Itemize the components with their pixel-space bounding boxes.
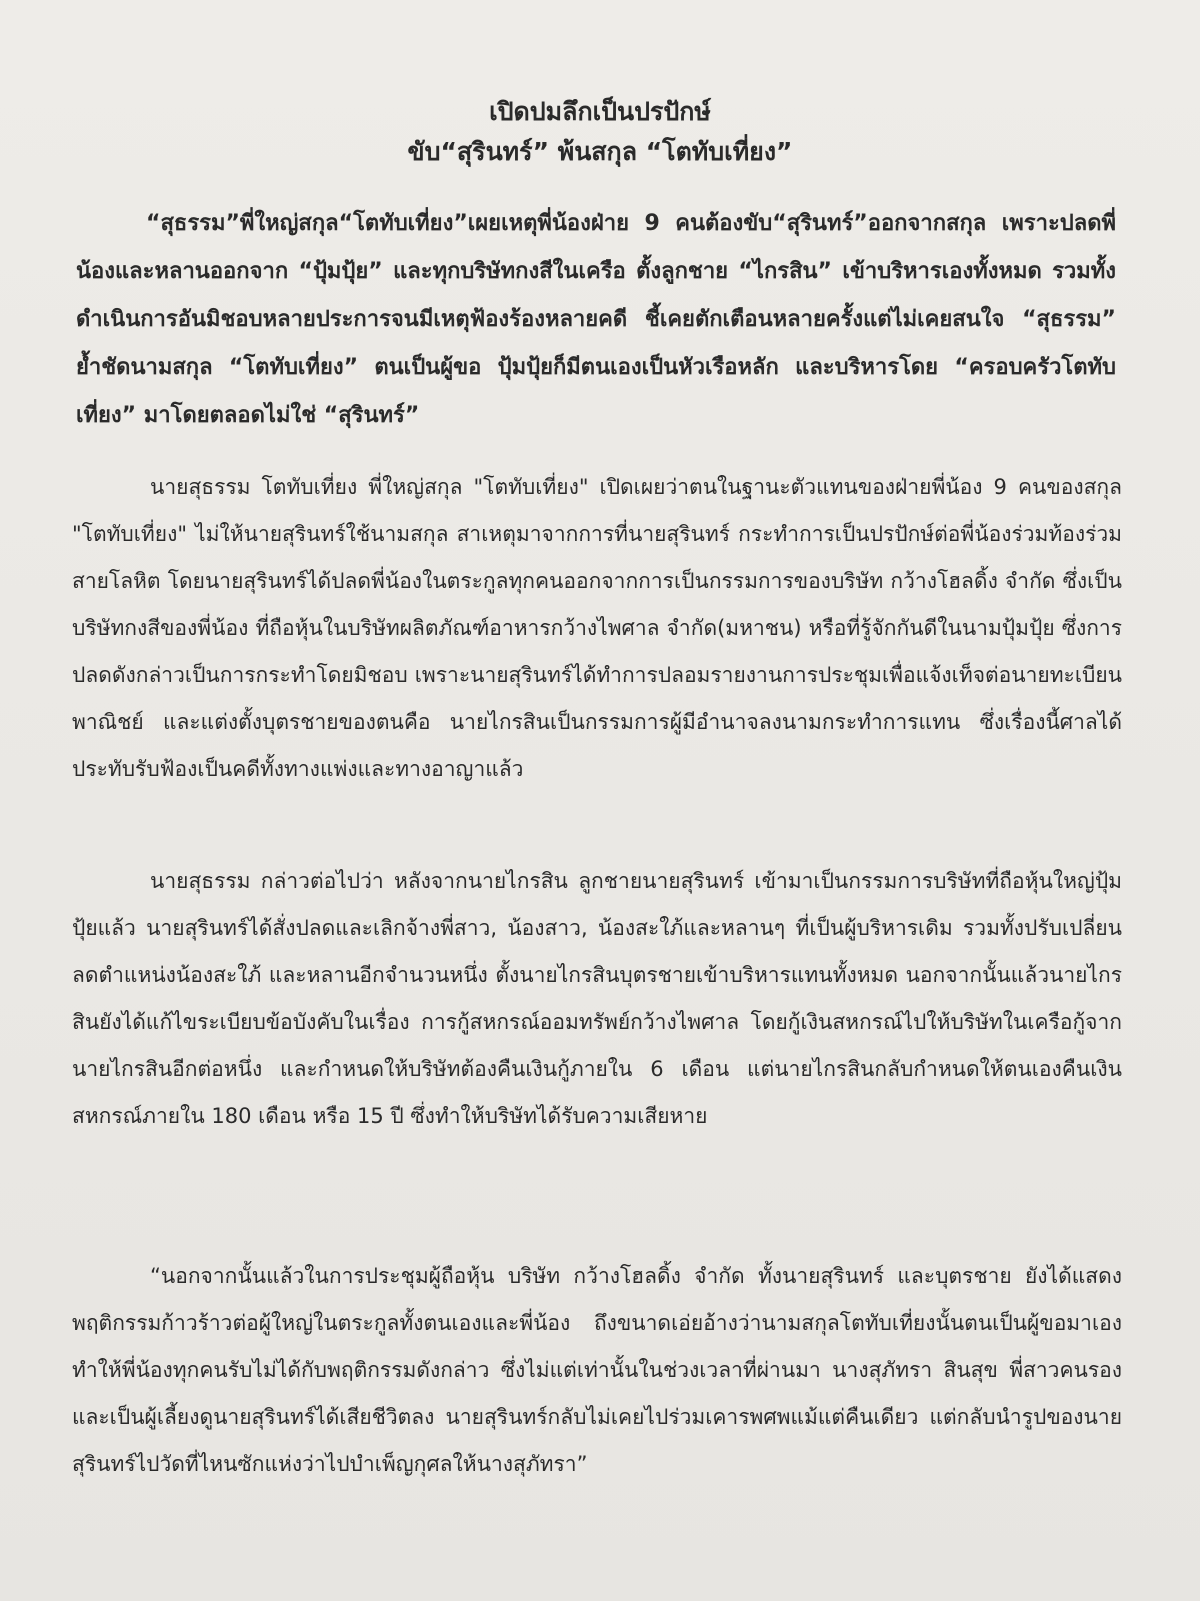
- body-paragraph-2: นายสุธรรม กล่าวต่อไปว่า หลังจากนายไกรสิน ลูกชายนายสุรินทร์ เข้ามาเป็นกรรมการบริษัทที่ถือหุ้นใหญ่ปุ้มปุ้ยแล้ว นายสุรินทร์ได้สั่งปลดและเลิกจ้างพี่สาว, น้องสาว, น้องสะใภ้และหลานๆ ที่เป็นผู้บริหารเดิม รวมทั้งปรับเปลี่ยนลดตำแหน่งน้องสะใภ้ และหลานอีกจำนวนหนึ่ง ตั้งนายไกรสินบุตรชายเข้าบริหารแทนทั้งหมด นอกจากนั้นแล้วนายไกรสินยังได้แก้ไขระเบียบข้อบังคับในเรื่อง การกู้สหกรณ์ออมทรัพย์กว้างไพศาล โดยกู้เงินสหกรณ์ไปให้บริษัทในเครือกู้จากนายไกรสินอีกต่อหนึ่ง และกำหนดให้บริษัทต้องคืนเงินกู้ภายใน 6 เดือน แต่นายไกรสินกลับกำหนดให้ตนเองคืนเงินสหกรณ์ภายใน 180 เดือน หรือ 15 ปี ซึ่งทำให้บริษัทได้รับความเสียหาย: [72, 869, 1122, 1128]
- lead-paragraph: “สุธรรม”พี่ใหญ่สกุล“โตทับเที่ยง”เผยเหตุพี่น้องฝ่าย 9 คนต้องขับ“สุรินทร์”ออกจากสกุล เพราะปลดพี่น้องและหลานออกจาก “ปุ้มปุ้ย” และทุกบริษัทกงสีในเครือ ตั้งลูกชาย “ไกรสิน” เข้าบริหารเองทั้งหมด รวมทั้งดำเนินการอันมิชอบหลายประการจนมีเหตุฟ้องร้องหลายคดี ชี้เคยตักเตือนหลายครั้งแต่ไม่เคยสนใจ “สุธรรม” ย้ำชัดนามสกุล “โตทับเที่ยง” ตนเป็นผู้ขอ ปุ้มปุ้ยก็มีตนเองเป็นหัวเรือหลัก และบริหารโดย “ครอบครัวโตทับเที่ยง” มาโดยตลอดไม่ใช่ “สุรินทร์”: [76, 211, 1116, 428]
- title-line-2: ขับ“สุรินทร์” พ้นสกุล “โตทับเที่ยง”: [407, 137, 793, 166]
- document-title: [0, 92, 1200, 172]
- body-paragraph-3: “นอกจากนั้นแล้วในการประชุมผู้ถือหุ้น บริษัท กว้างโฮลดิ้ง จำกัด ทั้งนายสุรินทร์ และบุตรชาย ยังได้แสดงพฤติกรรมก้าวร้าวต่อผู้ใหญ่ในตระกูลทั้งตนเองและพี่น้อง ถึงขนาดเอ่ยอ้างว่านามสกุลโตทับเที่ยงนั้นตนเป็นผู้ขอมาเอง ทำให้พี่น้องทุกคนรับไม่ได้กับพฤติกรรมดังกล่าว ซึ่งไม่แต่เท่านั้นในช่วงเวลาที่ผ่านมา นางสุภัทรา สินสุข พี่สาวคนรอง และเป็นผู้เลี้ยงดูนายสุรินทร์ได้เสียชีวิตลง นายสุรินทร์กลับไม่เคยไปร่วมเคารพศพแม้แต่คืนเดียว แต่กลับนำรูปของนายสุรินทร์ไปวัดที่ไหนซักแห่งว่าไปบำเพ็ญกุศลให้นางสุภัทรา”: [72, 1264, 1122, 1476]
- title-line-1: เปิดปมลึกเป็นปรปักษ์: [489, 97, 711, 126]
- body-paragraph-1: นายสุธรรม โตทับเที่ยง พี่ใหญ่สกุล "โตทับเที่ยง" เปิดเผยว่าตนในฐานะตัวแทนของฝ่ายพี่น้อง 9 คนของสกุล "โตทับเที่ยง" ไม่ให้นายสุรินทร์ใช้นามสกุล สาเหตุมาจากการที่นายสุรินทร์ กระทำการเป็นปรปักษ์ต่อพี่น้องร่วมท้องร่วมสายโลหิต โดยนายสุรินทร์ได้ปลดพี่น้องในตระกูลทุกคนออกจากการเป็นกรรมการของบริษัท กว้างโฮลดิ้ง จำกัด ซึ่งเป็นบริษัทกงสีของพี่น้อง ที่ถือหุ้นในบริษัทผลิตภัณฑ์อาหารกว้างไพศาล จำกัด(มหาชน) หรือที่รู้จักกันดีในนามปุ้มปุ้ย ซึ่งการปลดดังกล่าวเป็นการกระทำโดยมิชอบ เพราะนายสุรินทร์ได้ทำการปลอมรายงานการประชุมเพื่อแจ้งเท็จต่อนายทะเบียนพาณิชย์ และแต่งตั้งบุตรชายของตนคือ นายไกรสินเป็นกรรมการผู้มีอำนาจลงนามกระทำการแทน ซึ่งเรื่องนี้ศาลได้ประทับรับฟ้องเป็นคดีทั้งทางแพ่งและทางอาญาแล้ว: [72, 475, 1122, 781]
